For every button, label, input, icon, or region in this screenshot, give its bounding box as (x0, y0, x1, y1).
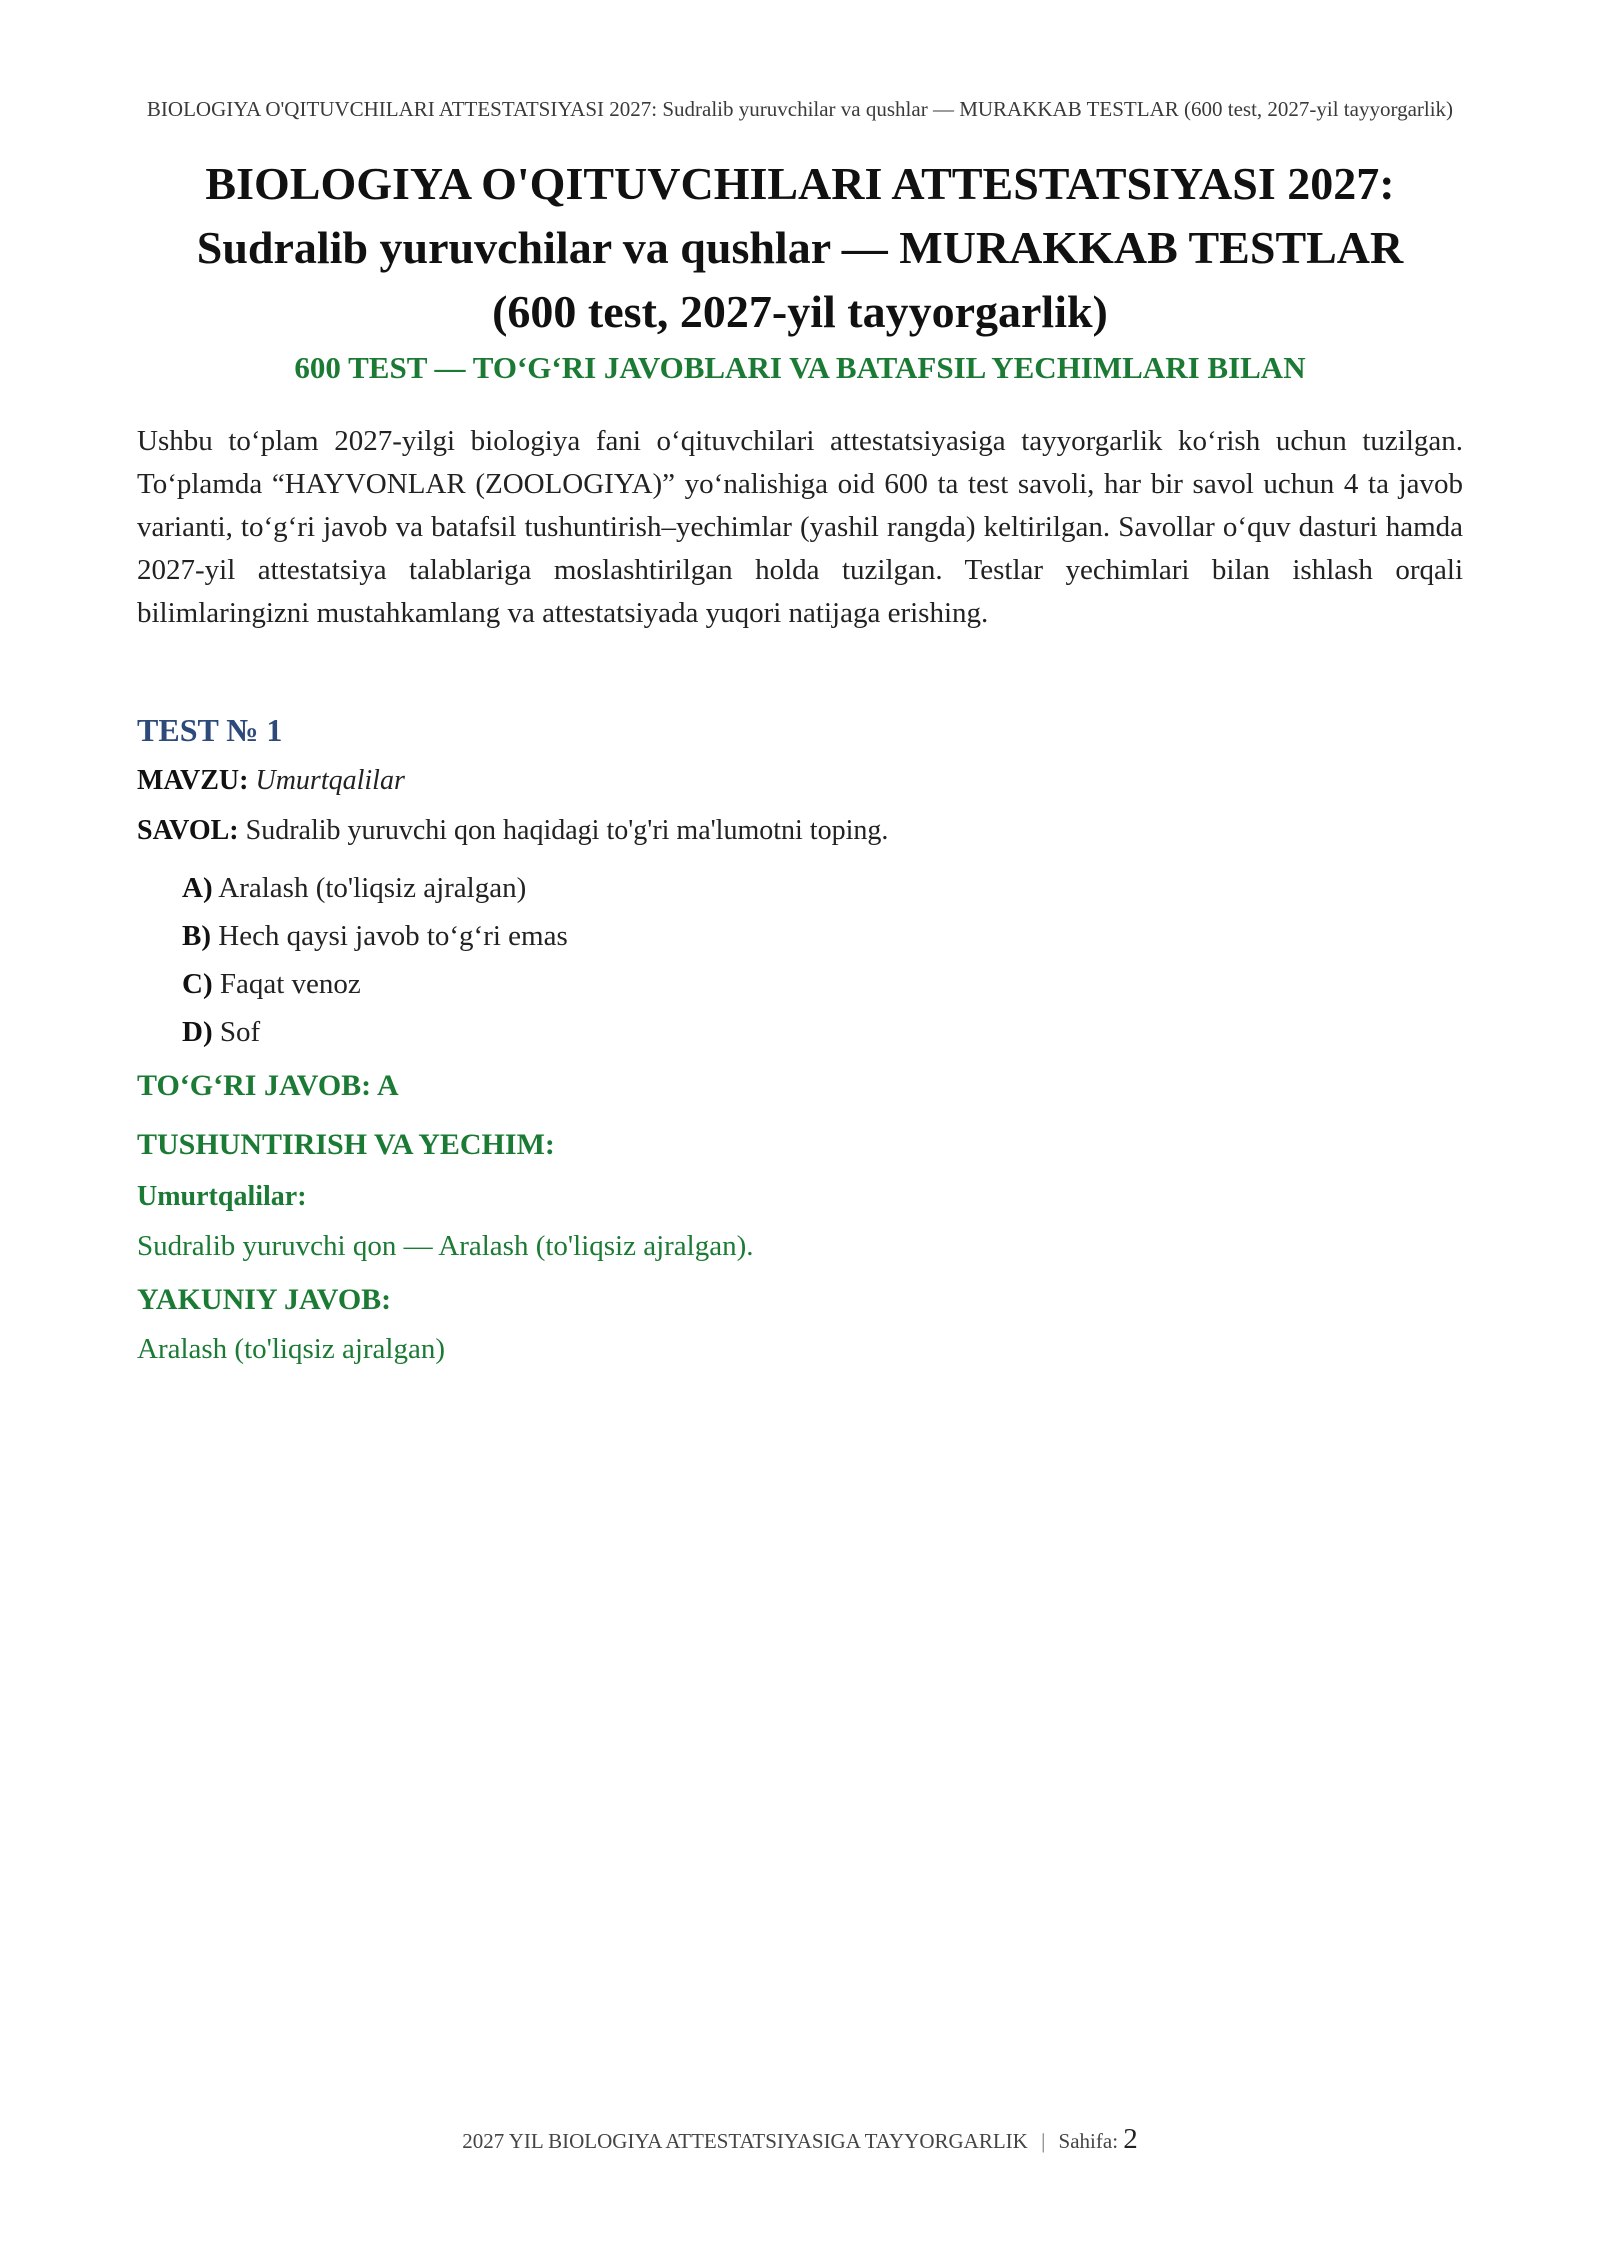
subtitle: 600 TEST — TO‘G‘RI JAVOBLARI VA BATAFSIL YECHIMLARI BILAN (294, 350, 1306, 385)
page-number: 2 (1123, 2123, 1138, 2155)
page-footer (0, 2124, 1600, 2156)
option-text: Aralash (to'liqsiz ajralgan) (218, 872, 527, 904)
question-label: SAVOL: (137, 815, 239, 846)
option-b (182, 918, 568, 954)
running-header: BIOLOGIYA O'QITUVCHILARI ATTESTATSIYASI 2027: Sudralib yuruvchilar va qushlar — MURAKKAB TESTLAR (600 test, 2027-yil tayyorgarlik) (146, 97, 1454, 121)
topic-value: Umurtqalilar (255, 765, 405, 796)
title-line-1: BIOLOGIYA O'QITUVCHILARI ATTESTATSIYASI 2027: (205, 158, 1395, 209)
topic-label: MAVZU: (137, 765, 249, 796)
page-title (120, 152, 1480, 344)
option-c (182, 966, 361, 1002)
question-text: Sudralib yuruvchi qon haqidagi to'g'ri ma'lumotni toping. (245, 815, 889, 846)
option-d (182, 1014, 260, 1050)
title-line-2: Sudralib yuruvchilar va qushlar — MURAKKAB TESTLAR (196, 222, 1404, 273)
final-answer-heading: YAKUNIY JAVOB: (137, 1283, 392, 1316)
explanation-text: Sudralib yuruvchi qon — Aralash (to'liqsiz ajralgan). (137, 1230, 754, 1262)
explanation-heading: TUSHUNTIRISH VA YECHIM: (137, 1128, 555, 1161)
final-answer-text: Aralash (to'liqsiz ajralgan) (137, 1333, 445, 1365)
option-letter: D) (182, 1016, 213, 1048)
correct-answer: TO‘G‘RI JAVOB: A (137, 1069, 399, 1102)
explanation-topic: Umurtqalilar: (137, 1181, 307, 1212)
page-label: Sahifa: (1058, 2129, 1119, 2153)
footer-text: 2027 YIL BIOLOGIYA ATTESTATSIYASIGA TAYYORGARLIK (462, 2129, 1028, 2153)
option-letter: A) (182, 872, 213, 904)
question-line (137, 813, 888, 849)
option-text: Faqat venoz (219, 968, 361, 1000)
test-heading: TEST № 1 (137, 712, 283, 748)
intro-paragraph: Ushbu to‘plam 2027-yilgi biologiya fani o‘qituvchilari attestatsiyasiga tayyorgarlik ko‘rish uchun tuzilgan. To‘plamda “HAYVONLAR (ZOOLOGIYA)” yo‘nalishiga oid 600 ta test savoli, har bir savol uchun 4 ta javob varianti, to‘g‘ri javob va batafsil tushuntirish–yechimlar (yashil rangda) keltirilgan. Savollar o‘quv dasturi hamda 2027-yil attestatsiya talablariga moslashtirilgan holda tuzilgan. Testlar yechimlari bilan ishlash orqali bilimlaringizni mustahkamlang va attestatsiyada yuqori natijaga erishing. (137, 425, 1463, 629)
title-line-3: (600 test, 2027-yil tayyorgarlik) (492, 286, 1108, 337)
option-letter: C) (182, 968, 213, 1000)
option-a (182, 870, 526, 906)
topic-line (137, 763, 405, 799)
option-text: Hech qaysi javob to‘g‘ri emas (218, 920, 568, 952)
footer-separator: | (1041, 2129, 1046, 2153)
option-letter: B) (182, 920, 211, 952)
option-text: Sof (219, 1016, 261, 1048)
